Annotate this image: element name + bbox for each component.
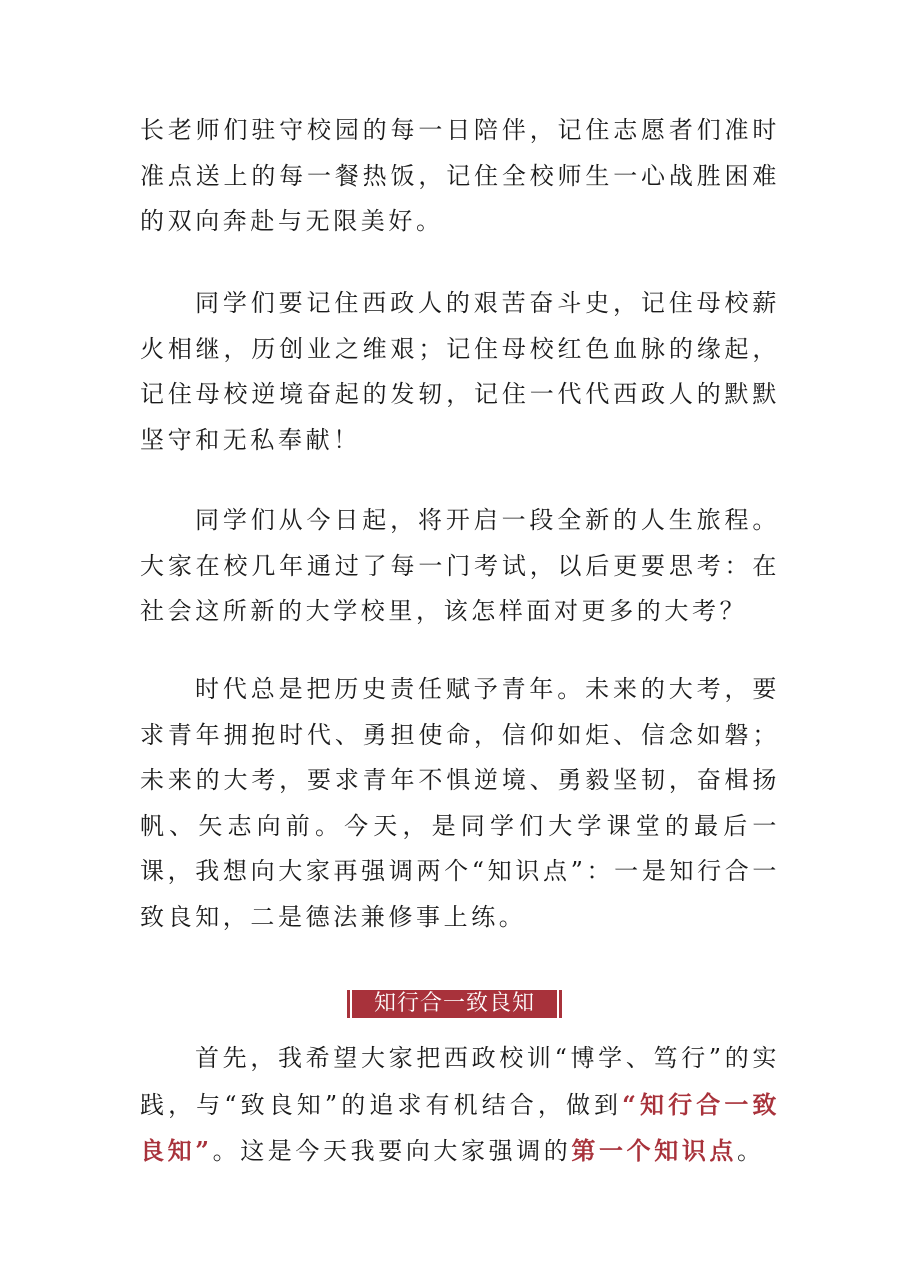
paragraph-3: 同学们从今日起，将开启一段全新的人生旅程。大家在校几年通过了每一门考试，以后更要思考：在社会这所新的大学校里，该怎样面对更多的大考？ [140,506,780,625]
paragraph-1: 长老师们驻守校园的每一日陪伴，记住志愿者们准时准点送上的每一餐热饭，记住全校师生一心战胜困难的双向奔赴与无限美好。 [140,116,780,235]
section-heading-container [0,990,909,1018]
paragraph-5-text-2: 。这是今天我要向大家强调的 [212,1137,572,1165]
paragraph-5-text-1: 首先，我希望大家把西政校训“博学、笃行”的实践，与“致良知”的追求有机结合，做到 [140,1044,780,1119]
paragraph-5 [140,1036,780,1175]
section-heading: 知行合一致良知 [350,990,559,1018]
paragraph-2: 同学们要记住西政人的艰苦奋斗史，记住母校薪火相继，历创业之维艰；记住母校红色血脉的缘起，记住母校逆境奋起的发轫，记住一代代西政人的默默坚守和无私奉献！ [140,289,780,454]
emphasis-first-point: 第一个知识点 [571,1136,738,1165]
paragraph-5-text-3: 。 [737,1137,765,1165]
emphasis-principle: “知行合一致良知” [140,1089,781,1165]
paragraph-4: 时代总是把历史责任赋予青年。未来的大考，要求青年拥抱时代、勇担使命，信仰如炬、信念如磐；未来的大考，要求青年不惧逆境、勇毅坚韧，奋楫扬帆、矢志向前。今天，是同学们大学课堂的最后一课，我想向大家再强调两个“知识点”：一是知行合一致良知，二是德法兼修事上练。 [140,675,780,931]
